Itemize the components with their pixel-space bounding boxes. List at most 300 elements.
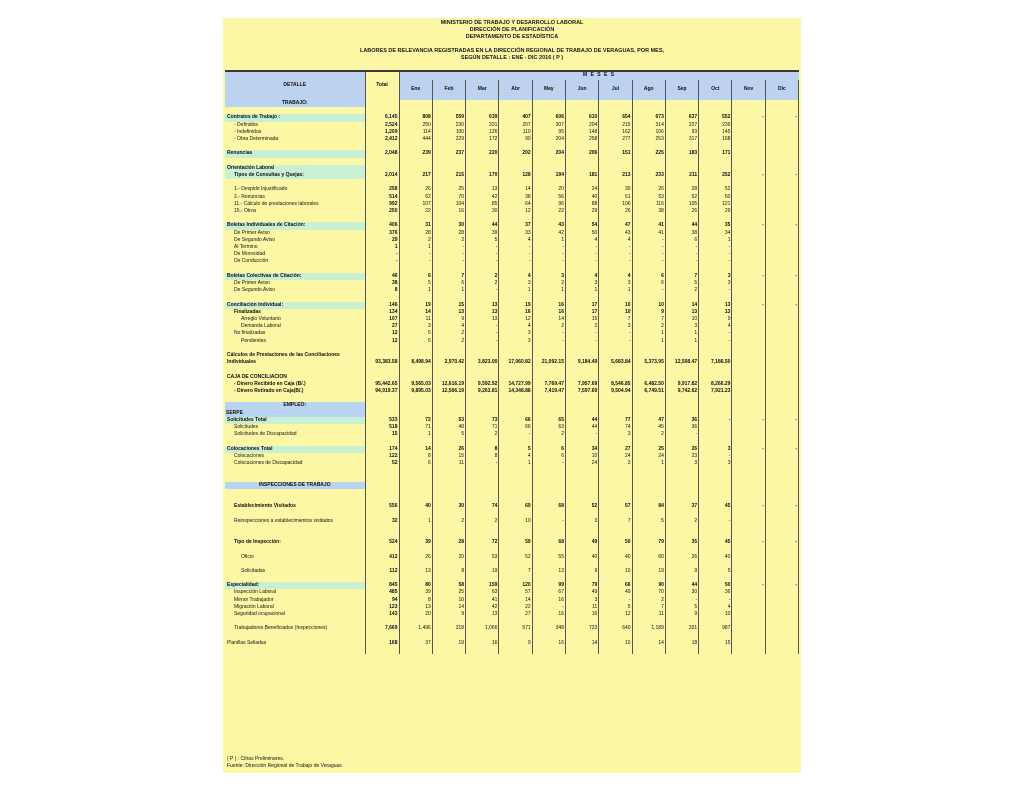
month-value: 239	[699, 122, 732, 129]
month-value: 13	[466, 316, 499, 323]
month-value: 6	[632, 273, 665, 280]
table-row	[225, 482, 799, 489]
month-value: 7,186.50	[699, 359, 732, 366]
footer-source-note: Fuente: Dirección Regional de Trabajo de Veraguas	[227, 763, 342, 769]
month-value	[532, 165, 565, 172]
month-value: 3	[499, 330, 532, 337]
month-value	[765, 237, 798, 244]
month-value	[732, 208, 765, 215]
row-label: Orientación Laboral	[225, 165, 365, 172]
month-value: 6	[399, 273, 432, 280]
table-row	[225, 647, 799, 654]
month-value: -	[499, 244, 532, 251]
month-value: 253	[632, 136, 665, 143]
month-value	[765, 388, 798, 395]
month-value: 16	[565, 611, 598, 618]
month-value: 6	[632, 280, 665, 287]
month-value	[765, 258, 798, 265]
month-value	[765, 554, 798, 561]
row-label: 11.- Cálculo de prestaciones laborales	[225, 201, 365, 208]
month-value: 52	[665, 194, 698, 201]
month-value: 8,266.29	[699, 381, 732, 388]
month-header: Ago	[632, 80, 665, 100]
month-value: 3	[532, 273, 565, 280]
month-value: -	[732, 582, 765, 589]
month-value: 1	[499, 287, 532, 294]
row-total: -	[365, 258, 399, 265]
month-value: 48	[432, 424, 465, 431]
month-value: 5,683.84	[599, 359, 632, 366]
header-department: DEPARTAMENTO DE ESTADÍSTICA	[465, 34, 559, 40]
month-value: 52	[499, 554, 532, 561]
month-value: 24	[565, 460, 598, 467]
month-value	[665, 352, 698, 359]
month-value	[732, 453, 765, 460]
month-value: 43	[532, 222, 565, 229]
row-label: No finalizadas	[225, 330, 365, 337]
month-value: 12,616.19	[432, 381, 465, 388]
month-value: -	[532, 460, 565, 467]
footer-preliminary-note: ( P ) : Cifras Preliminares.	[227, 756, 285, 762]
month-value: 71	[399, 424, 432, 431]
month-value: 9,917.82	[665, 381, 698, 388]
month-value: 96	[532, 201, 565, 208]
month-value: 37	[665, 503, 698, 510]
month-value: 10	[432, 597, 465, 604]
month-value: 35	[665, 539, 698, 546]
month-value: 151	[599, 150, 632, 157]
table-row	[225, 424, 799, 431]
month-value: -	[699, 338, 732, 345]
month-value: 53	[432, 417, 465, 424]
month-value: -	[532, 251, 565, 258]
month-value: 44	[466, 222, 499, 229]
month-value: 9	[665, 611, 698, 618]
month-value: 79	[632, 539, 665, 546]
month-value: 2,970.42	[432, 359, 465, 366]
month-value	[399, 374, 432, 381]
month-value: 8	[466, 453, 499, 460]
month-value: 1	[665, 338, 698, 345]
month-value: 2	[632, 431, 665, 438]
month-value: 4	[565, 273, 598, 280]
month-value: 10	[665, 316, 698, 323]
row-total: 174	[365, 446, 399, 453]
month-value	[565, 352, 598, 359]
month-value: 2	[532, 280, 565, 287]
month-value: -	[632, 287, 665, 294]
month-value: -	[665, 258, 698, 265]
month-value	[732, 554, 765, 561]
month-value	[765, 208, 798, 215]
row-total: 143	[365, 611, 399, 618]
month-value	[765, 251, 798, 258]
month-value: 16	[432, 208, 465, 215]
month-value: 2	[532, 323, 565, 330]
month-value: 19	[399, 302, 432, 309]
month-value: 2	[565, 323, 598, 330]
month-value: 5	[399, 280, 432, 287]
month-value	[765, 244, 798, 251]
row-label: Contratos de Trabajo :	[225, 114, 365, 121]
month-value: -	[665, 251, 698, 258]
months-group-header: M E S E S	[399, 71, 799, 80]
month-value: 12	[499, 208, 532, 215]
table-row	[225, 568, 799, 575]
month-value: 57	[499, 589, 532, 596]
month-value: 10	[599, 640, 632, 647]
row-label: De Morosidad	[225, 251, 365, 258]
month-value: 9,184.49	[565, 359, 598, 366]
section-band-label: SERPE	[225, 410, 365, 417]
month-value	[765, 150, 798, 157]
month-value: 36	[699, 589, 732, 596]
row-total: 1	[365, 244, 399, 251]
month-value: 3	[599, 431, 632, 438]
month-value	[765, 330, 798, 337]
month-value: 12,508.47	[665, 359, 698, 366]
table-row	[225, 539, 799, 546]
month-value: 2	[532, 431, 565, 438]
month-value: 49	[565, 589, 598, 596]
row-label: - Dinero Recibido en Caja (B/.)	[225, 381, 365, 388]
detail-column-header: DETALLE	[225, 71, 365, 100]
month-value: 39	[399, 539, 432, 546]
month-value	[732, 244, 765, 251]
row-total: 258	[365, 186, 399, 193]
table-row	[225, 143, 799, 150]
month-value: -	[532, 518, 565, 525]
month-value: 207	[499, 122, 532, 129]
month-value: 17	[565, 309, 598, 316]
month-value: 307	[532, 122, 565, 129]
row-label: Solicitudes Total	[225, 417, 365, 424]
month-value: 2	[466, 273, 499, 280]
month-value: 331	[466, 122, 499, 129]
row-label: 2.- Renuncias	[225, 194, 365, 201]
month-value: 11	[565, 604, 598, 611]
month-value: 21,092.15	[532, 359, 565, 366]
month-value: -	[466, 330, 499, 337]
row-total: 2,412	[365, 136, 399, 143]
month-value: 5	[632, 518, 665, 525]
month-value: -	[432, 258, 465, 265]
report-page	[223, 18, 801, 773]
row-label: 15.- Otros	[225, 208, 365, 215]
month-value	[432, 352, 465, 359]
month-value: 10	[599, 302, 632, 309]
month-value: 107	[399, 201, 432, 208]
month-value: 654	[599, 114, 632, 121]
month-value: 15	[432, 302, 465, 309]
month-value: 128	[499, 172, 532, 179]
month-value	[765, 453, 798, 460]
month-value: 20	[399, 611, 432, 618]
month-value: 15	[565, 316, 598, 323]
month-value: 2	[632, 597, 665, 604]
table-row	[225, 230, 799, 237]
month-value	[732, 589, 765, 596]
month-value: 162	[599, 129, 632, 136]
month-value: -	[732, 114, 765, 121]
month-value: -	[565, 338, 598, 345]
row-total: 93,383.58	[365, 359, 399, 366]
month-value: 25	[432, 186, 465, 193]
month-value: -	[699, 417, 732, 424]
month-value: -	[632, 251, 665, 258]
table-row	[225, 186, 799, 193]
table-row	[225, 136, 799, 143]
month-value	[632, 165, 665, 172]
month-value: 45	[699, 503, 732, 510]
month-value: 637	[665, 114, 698, 121]
row-label: - Obra Determinada	[225, 136, 365, 143]
month-value: 34	[565, 446, 598, 453]
month-value: -	[765, 172, 798, 179]
row-total: 2,524	[365, 122, 399, 129]
month-value	[765, 165, 798, 172]
table-row	[225, 395, 799, 402]
month-value: 1	[632, 338, 665, 345]
month-value: 126	[466, 129, 499, 136]
month-value: 4	[699, 604, 732, 611]
month-value: 233	[632, 172, 665, 179]
month-value: 277	[599, 136, 632, 143]
month-value	[732, 431, 765, 438]
month-value: 559	[432, 114, 465, 121]
month-value: -	[765, 273, 798, 280]
month-header: Abr	[499, 80, 532, 100]
month-value	[765, 625, 798, 632]
month-value: 43	[599, 230, 632, 237]
month-value	[732, 460, 765, 467]
month-value: 6	[532, 453, 565, 460]
row-label: - Dinero Retirado en Caja(B/.)	[225, 388, 365, 395]
month-value	[699, 352, 732, 359]
month-value: 16	[499, 309, 532, 316]
month-value: 62	[399, 194, 432, 201]
month-value: 7	[499, 568, 532, 575]
table-row	[225, 640, 799, 647]
month-value: 17,060.82	[499, 359, 532, 366]
month-value: 9	[632, 309, 665, 316]
month-value: -	[732, 273, 765, 280]
row-total: 27	[365, 323, 399, 330]
month-value: 4	[499, 273, 532, 280]
month-value: 24	[599, 453, 632, 460]
month-value: 9,742.62	[665, 388, 698, 395]
row-total: 412	[365, 554, 399, 561]
month-value: 69	[499, 503, 532, 510]
row-label: Conciliación Individual:	[225, 302, 365, 309]
month-value: 6	[665, 237, 698, 244]
row-label: Pendientes	[225, 338, 365, 345]
month-value: 50	[699, 582, 732, 589]
month-value: 41	[632, 222, 665, 229]
month-value	[565, 165, 598, 172]
table-row	[225, 294, 799, 301]
month-value: 8,546.85	[599, 381, 632, 388]
month-value: -	[665, 244, 698, 251]
month-header: Ene	[399, 80, 432, 100]
month-value: 22	[532, 208, 565, 215]
row-label: - Definidos	[225, 122, 365, 129]
month-value	[732, 388, 765, 395]
row-total: 845	[365, 582, 399, 589]
month-value: -	[732, 417, 765, 424]
month-value: -	[532, 258, 565, 265]
month-value: -	[565, 251, 598, 258]
table-row	[225, 338, 799, 345]
month-value: 121	[699, 201, 732, 208]
month-value: 40	[565, 194, 598, 201]
row-label: Especialidad:	[225, 582, 365, 589]
month-value: 11	[632, 611, 665, 618]
month-value: 50	[565, 230, 598, 237]
row-label: Colocaciones de Discapacidad	[225, 460, 365, 467]
month-value: 211	[665, 172, 698, 179]
month-value: 116	[632, 201, 665, 208]
month-value: 5	[399, 338, 432, 345]
month-value: 2	[432, 518, 465, 525]
table-row	[225, 107, 799, 114]
month-value: 44	[665, 222, 698, 229]
month-value: 204	[532, 150, 565, 157]
month-value: 44	[665, 582, 698, 589]
month-value: 35	[699, 222, 732, 229]
month-value: 348	[532, 625, 565, 632]
month-header: Mar	[466, 80, 499, 100]
month-value: -	[632, 244, 665, 251]
month-value: 213	[599, 172, 632, 179]
month-header: Feb	[432, 80, 465, 100]
row-label: CAJA DE CONCILIACIÓN	[225, 374, 365, 381]
month-value: 40	[699, 554, 732, 561]
month-value	[765, 597, 798, 604]
month-value: 19	[632, 568, 665, 575]
table-row	[225, 453, 799, 460]
month-value: 1,496	[399, 625, 432, 632]
month-value: 85	[466, 201, 499, 208]
month-value: 252	[699, 172, 732, 179]
month-value: -	[732, 539, 765, 546]
month-value: 215	[432, 172, 465, 179]
month-value: -	[599, 244, 632, 251]
header-report-title: LABORES DE RELEVANCIA REGISTRADAS EN LA DIRECCIÓN REGIONAL DE TRABAJO DE VERAGUAS, POR MES,	[359, 48, 665, 54]
month-value: 318	[432, 625, 465, 632]
table-row	[225, 496, 799, 503]
table-row	[225, 330, 799, 337]
month-value	[732, 136, 765, 143]
month-value: 10	[565, 453, 598, 460]
row-total: 122	[365, 453, 399, 460]
month-header: Oct	[699, 80, 732, 100]
month-header: Jun	[565, 80, 598, 100]
month-value: 170	[466, 172, 499, 179]
month-value: 9,263.81	[466, 388, 499, 395]
row-total: 992	[365, 201, 399, 208]
month-value: 90	[499, 136, 532, 143]
month-value: 5	[699, 568, 732, 575]
month-value: 34	[699, 230, 732, 237]
month-value: 7	[432, 273, 465, 280]
month-value: 63	[466, 589, 499, 596]
month-value: 3	[699, 273, 732, 280]
row-total: 107	[365, 316, 399, 323]
table-row	[225, 374, 799, 381]
month-value: 18	[665, 640, 698, 647]
month-value: -	[599, 338, 632, 345]
month-value: 16	[532, 611, 565, 618]
row-label: Renuncias	[225, 150, 365, 157]
month-value: 99	[532, 582, 565, 589]
month-value: 3	[599, 323, 632, 330]
row-total: 376	[365, 230, 399, 237]
row-label: 1.- Despido Injustificado	[225, 186, 365, 193]
month-value	[765, 431, 798, 438]
month-value: 106	[599, 201, 632, 208]
row-total: 95,442.65	[365, 381, 399, 388]
row-total: 123	[365, 604, 399, 611]
month-value: 28	[399, 230, 432, 237]
row-total: 12	[365, 338, 399, 345]
row-label: Tipo de Inspección:	[225, 539, 365, 546]
month-value: 13	[699, 302, 732, 309]
month-value: 194	[532, 172, 565, 179]
month-value: 1	[399, 431, 432, 438]
month-value: 13	[432, 309, 465, 316]
month-value	[732, 597, 765, 604]
month-value: 10	[599, 568, 632, 575]
month-value: 84	[632, 503, 665, 510]
row-total: 12	[365, 330, 399, 337]
month-value: 52	[565, 503, 598, 510]
month-value	[765, 518, 798, 525]
row-label: De Segundo Aviso	[225, 287, 365, 294]
month-value: 72	[399, 417, 432, 424]
month-value	[765, 309, 798, 316]
month-value: 26	[665, 554, 698, 561]
month-value: 7	[599, 316, 632, 323]
table-row	[225, 122, 799, 129]
table-row	[225, 611, 799, 618]
month-value: 23	[665, 453, 698, 460]
table-row	[225, 280, 799, 287]
month-value: 17	[565, 302, 598, 309]
month-value: 47	[632, 417, 665, 424]
month-value	[732, 230, 765, 237]
month-value: 13	[399, 604, 432, 611]
row-total	[365, 374, 399, 381]
row-label: Tipos de Consultas y Quejas:	[225, 172, 365, 179]
month-value	[765, 568, 798, 575]
row-total: -	[365, 251, 399, 258]
month-value: 9	[665, 568, 698, 575]
row-label: De Primer Aviso	[225, 230, 365, 237]
month-value: 8	[399, 597, 432, 604]
month-value: -	[466, 251, 499, 258]
row-total: 15	[365, 431, 399, 438]
month-value: 314	[632, 122, 665, 129]
month-value: 41	[466, 597, 499, 604]
row-label: Finalizadas	[225, 309, 365, 316]
month-value: 10	[499, 518, 532, 525]
month-value: 3	[499, 280, 532, 287]
month-value: 70	[432, 194, 465, 201]
table-row	[225, 352, 799, 359]
month-value: -	[765, 503, 798, 510]
table-row	[225, 179, 799, 186]
